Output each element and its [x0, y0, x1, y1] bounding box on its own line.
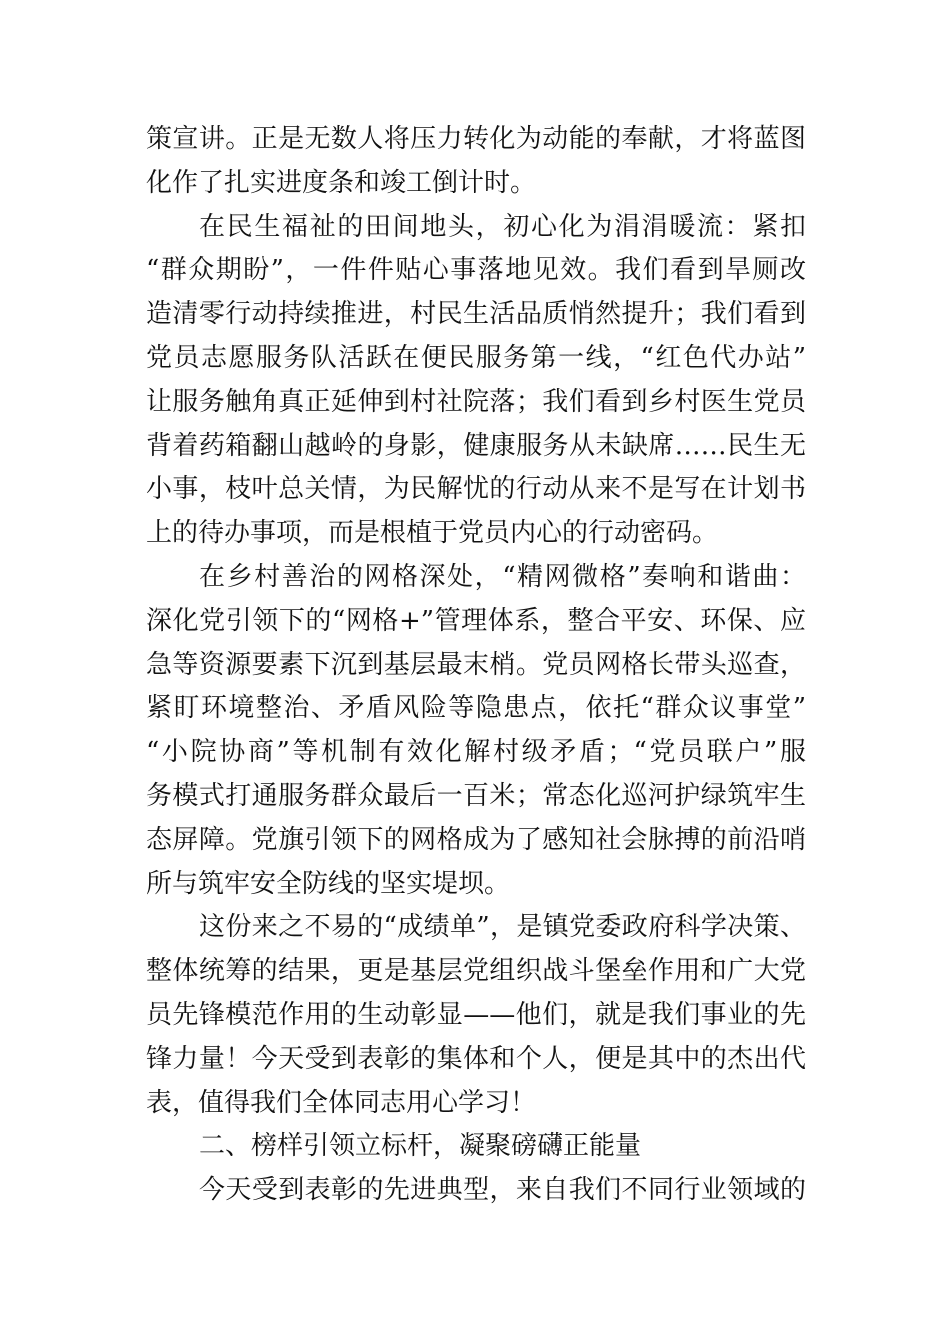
text-line: 深化党引领下的“网格+”管理体系，整合平安、环保、应 [146, 605, 806, 636]
text-line: 表，值得我们全体同志用心学习！ [146, 1087, 537, 1118]
text-line: 锋力量！今天受到表彰的集体和个人，便是其中的杰出代 [146, 1043, 806, 1074]
text-line: 让服务触角真正延伸到村社院落；我们看到乡村医生党员 [146, 386, 806, 417]
text-line: 小事，枝叶总关情，为民解忧的行动从来不是写在计划书 [146, 474, 806, 505]
text-line: 背着药箱翻山越岭的身影，健康服务从未缺席……民生无 [146, 430, 806, 461]
text-line: 化作了扎实进度条和竣工倒计时。 [146, 167, 537, 198]
text-line: 造清零行动持续推进，村民生活品质悄然提升；我们看到 [146, 299, 806, 330]
body-text [146, 118, 806, 1213]
text-line: 策宣讲。正是无数人将压力转化为动能的奉献，才将蓝图 [146, 124, 806, 154]
text-line: 上的待办事项，而是根植于党员内心的行动密码。 [146, 518, 719, 549]
paragraph-start-line: 在乡村善治的网格深处，“精网微格”奏响和谐曲： [199, 561, 806, 592]
text-line: 员先锋模范作用的生动彰显——他们，就是我们事业的先 [146, 999, 806, 1030]
paragraph-start-line: 这份来之不易的“成绩单”，是镇党委政府科学决策、 [199, 912, 806, 943]
section-heading: 二、榜样引领立标杆，凝聚磅礴正能量 [199, 1131, 642, 1162]
text-line: 紧盯环境整治、矛盾风险等隐患点，依托“群众议事堂” [146, 693, 806, 724]
paragraph-start-line: 今天受到表彰的先进典型，来自我们不同行业领域的 [199, 1175, 806, 1206]
text-line: “群众期盼”，一件件贴心事落地见效。我们看到旱厕改 [146, 255, 806, 286]
text-line: 务模式打通服务群众最后一百米；常态化巡河护绿筑牢生 [146, 780, 806, 811]
text-line: “小院协商”等机制有效化解村级矛盾；“党员联户”服 [146, 737, 806, 768]
text-line: 整体统筹的结果，更是基层党组织战斗堡垒作用和广大党 [146, 956, 806, 987]
text-line: 急等资源要素下沉到基层最末梢。党员网格长带头巡查， [146, 649, 806, 680]
paragraph-start-line: 在民生福祉的田间地头，初心化为涓涓暖流：紧扣 [199, 211, 806, 242]
text-line: 党员志愿服务队活跃在便民服务第一线，“红色代办站” [146, 342, 806, 373]
text-line: 所与筑牢安全防线的坚实堤坝。 [146, 868, 511, 899]
text-line: 态屏障。党旗引领下的网格成为了感知社会脉搏的前沿哨 [146, 824, 806, 855]
